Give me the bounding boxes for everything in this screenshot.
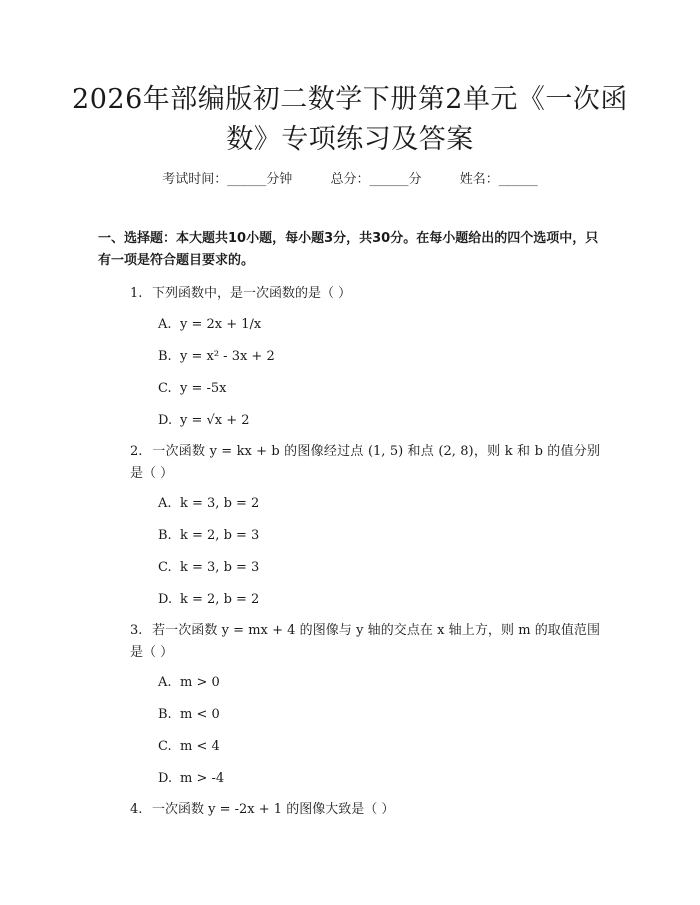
question-1-option-d xyxy=(158,412,250,430)
question-3-option-b xyxy=(158,706,220,724)
student-name-field: 姓名：______ xyxy=(459,172,538,187)
option-text: k = 2, b = 3 xyxy=(180,528,260,543)
question-2-option-a xyxy=(158,495,259,513)
question-stem: 一次函数 y = kx + b 的图像经过点 (1, 5) 和点 (2, 8)，则 k 和 b 的值分别是（ ） xyxy=(130,444,600,481)
question-3-option-c xyxy=(158,738,220,756)
question-stem: 一次函数 y = -2x + 1 的图像大致是（ ） xyxy=(152,802,395,817)
option-text: y = -5x xyxy=(180,381,227,396)
question-1 xyxy=(130,283,600,305)
question-3-option-d xyxy=(158,770,224,788)
question-stem: 下列函数中，是一次函数的是（ ） xyxy=(152,286,352,301)
question-3-option-a xyxy=(158,674,220,692)
exam-info-line xyxy=(0,168,700,187)
option-text: m > -4 xyxy=(180,771,225,786)
question-1-option-b xyxy=(158,348,275,366)
option-label: B. xyxy=(158,528,172,543)
question-1-option-a xyxy=(158,316,261,334)
option-text: m < 4 xyxy=(180,739,220,754)
option-label: C. xyxy=(158,381,172,396)
exam-time-field: 考试时间：______分钟 xyxy=(162,172,293,187)
question-2-option-b xyxy=(158,527,259,545)
question-2-option-d xyxy=(158,591,259,609)
question-4 xyxy=(130,799,600,821)
page-title: 2026年部编版初二数学下册第2单元《一次函数》专项练习及答案 xyxy=(72,84,628,155)
option-label: A. xyxy=(158,675,172,690)
total-score-field: 总分：______分 xyxy=(330,172,422,187)
option-label: D. xyxy=(158,771,173,786)
option-text: y = √x + 2 xyxy=(180,413,250,428)
option-text: k = 2, b = 2 xyxy=(180,592,260,607)
option-text: k = 3, b = 2 xyxy=(180,496,260,511)
option-text: y = x² - 3x + 2 xyxy=(180,349,275,364)
option-text: k = 3, b = 3 xyxy=(180,560,260,575)
question-2 xyxy=(130,441,600,485)
option-label: C. xyxy=(158,739,172,754)
option-text: m < 0 xyxy=(180,707,220,722)
question-number: 3. xyxy=(130,623,143,638)
option-text: m > 0 xyxy=(180,675,220,690)
question-number: 2. xyxy=(130,444,143,459)
question-2-option-c xyxy=(158,559,259,577)
section-heading-multiple-choice: 一、选择题：本大题共10小题，每小题3分，共30分。在每小题给出的四个选项中，只有一项是符合题目要求的。 xyxy=(98,231,599,268)
option-label: C. xyxy=(158,560,172,575)
option-text: y = 2x + 1/x xyxy=(180,317,262,332)
question-number: 1. xyxy=(130,286,143,301)
question-number: 4. xyxy=(130,802,143,817)
question-1-option-c xyxy=(158,380,227,398)
option-label: B. xyxy=(158,349,172,364)
question-3 xyxy=(130,620,600,664)
option-label: D. xyxy=(158,413,173,428)
option-label: B. xyxy=(158,707,172,722)
question-stem: 若一次函数 y = mx + 4 的图像与 y 轴的交点在 x 轴上方，则 m 的取值范围是（ ） xyxy=(130,623,600,660)
option-label: D. xyxy=(158,592,173,607)
option-label: A. xyxy=(158,317,172,332)
option-label: A. xyxy=(158,496,172,511)
